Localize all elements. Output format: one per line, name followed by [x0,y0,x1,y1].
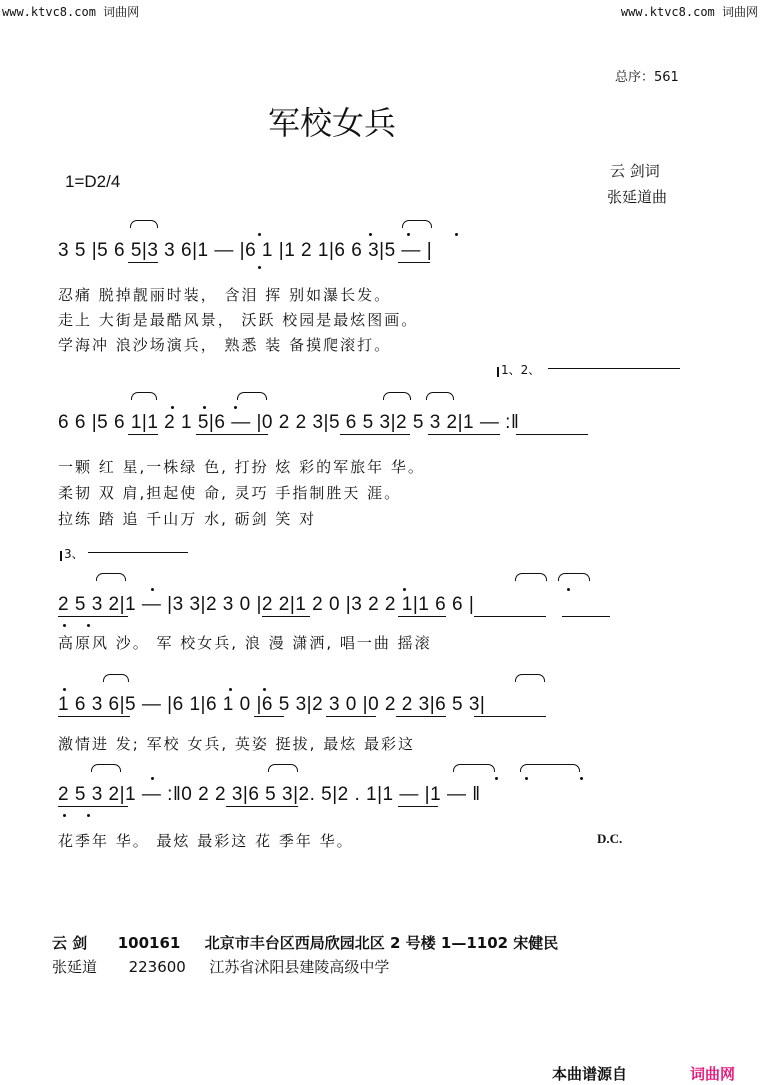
underline-beam [398,806,438,807]
octave-dot [580,777,583,780]
underline-beam [254,716,284,717]
composer-credit: 张延道曲 [607,188,668,206]
notation-line: 1 6 3 6|5 — |6 1|6 1 0 |6 5 3|2 3 0 |0 2 2 3|6 5 3| [58,694,486,715]
underline-beam [396,716,446,717]
contact-name: 云 剑 [52,934,88,952]
octave-dot [229,688,232,691]
key-signature: 1=D2/4 [65,172,121,191]
octave-dot [525,777,528,780]
slur-mark [96,573,126,581]
slur-mark [131,392,157,400]
lyric-verse-1: 激情进 发; 军校 女兵, 英姿 挺拔, 最炫 最彩这 [58,735,415,753]
lyric-verse-1: 花季年 华。 最炫 最彩这 花 季年 华。 [58,832,354,850]
slur-mark [268,764,298,772]
postal-code: 100161 [117,934,181,952]
octave-dot [234,406,237,409]
slur-mark [402,220,432,228]
source-label: 本曲谱源自 [552,1065,628,1083]
slur-mark [515,573,547,581]
source-brand-logo[interactable]: 词曲网 [690,1065,736,1083]
postal-code: 223600 [128,958,186,976]
watermark-left: www.ktvc8.com 词曲网 [2,5,140,19]
octave-dot [455,233,458,236]
serial-number: 总序：561 [615,70,679,85]
octave-dot [63,688,66,691]
slur-mark [426,392,454,400]
underline-beam [196,434,268,435]
underline-beam [398,262,430,263]
octave-dot [171,406,174,409]
octave-dot [87,624,90,627]
slur-mark [383,392,411,400]
volta-bracket [60,551,62,561]
octave-dot [258,266,261,269]
lyricist-credit: 云 剑词 [610,162,660,180]
underline-beam [326,716,376,717]
underline-beam [516,434,588,435]
slur-mark [103,674,129,682]
notation-line: 3 5 |5 6 5|3 3 6|1 — |6 1 |1 2 1|6 6 3|5 — | [58,240,433,261]
underline-beam [398,616,446,617]
slur-mark [515,674,545,682]
octave-dot [495,777,498,780]
octave-dot [203,406,206,409]
slur-mark [91,764,121,772]
volta-label: 3、 [64,547,84,561]
contact-name: 张延道 [52,958,98,976]
contact-row-1 [52,932,558,953]
underline-beam [340,434,410,435]
contact-address: 北京市丰台区西局欣园北区 2 号楼 1—1102 宋健民 [204,934,559,952]
slur-mark [237,392,267,400]
slur-mark [558,573,590,581]
underline-beam [474,616,546,617]
lyric-verse-3: 学海冲 浪沙场演兵， 熟悉 装 备摸爬滚打。 [58,336,392,354]
underline-beam [226,806,298,807]
lyric-verse-1: 高原风 沙。 军 校女兵, 浪 漫 潇洒, 唱一曲 摇滚 [58,634,432,652]
underline-beam [128,434,158,435]
underline-beam [428,434,500,435]
watermark-right: www.ktvc8.com 词曲网 [620,5,758,19]
volta-line [548,368,680,369]
lyric-verse-1: 一颗 红 星,一株绿 色, 打扮 炫 彩的军旅年 华。 [58,458,425,476]
octave-dot [263,688,266,691]
notation-line: 2 5 3 2|1 — :‖0 2 2 3|6 5 3|2. 5|2 . 1|1 — |1 — ‖ [58,784,481,805]
octave-dot [63,624,66,627]
octave-dot [369,233,372,236]
volta-line [88,552,188,553]
notation-line: 2 5 3 2|1 — |3 3|2 3 0 |2 2|1 2 0 |3 2 2 1|1 6 6 | [58,594,475,615]
octave-dot [151,777,154,780]
underline-beam [562,616,610,617]
lyric-verse-2: 走上 大街是最酷风景， 沃跃 校园是最炫图画。 [58,311,419,329]
da-capo-mark: D.C. [597,831,623,846]
octave-dot [567,588,570,591]
octave-dot [403,588,406,591]
contact-row-2 [52,956,389,977]
lyric-verse-3: 拉练 踏 追 千山万 水, 砺剑 笑 对 [58,510,317,528]
lyric-verse-2: 柔韧 双 肩,担起使 命, 灵巧 手指制胜天 涯。 [58,484,402,502]
octave-dot [63,814,66,817]
volta-label: 1、2、 [501,363,541,377]
notation-line: 6 6 |5 6 1|1 2 1 5|6 — |0 2 2 3|5 6 5 3|2 5 3 2|1 — :‖ [58,412,520,433]
contact-address: 江苏省沭阳县建陵高级中学 [209,958,390,976]
slur-mark [520,764,580,772]
octave-dot [258,233,261,236]
octave-dot [87,814,90,817]
underline-beam [474,716,546,717]
volta-bracket [497,367,499,377]
octave-dot [407,233,410,236]
underline-beam [58,806,128,807]
octave-dot [151,588,154,591]
lyric-verse-1: 忍痛 脱掉靓丽时装， 含泪 挥 别如瀑长发。 [58,286,392,304]
slur-mark [130,220,158,228]
underline-beam [262,616,310,617]
underline-beam [58,616,128,617]
song-title: 军校女兵 [268,104,397,142]
underline-beam [58,716,130,717]
slur-mark [453,764,495,772]
underline-beam [128,262,158,263]
